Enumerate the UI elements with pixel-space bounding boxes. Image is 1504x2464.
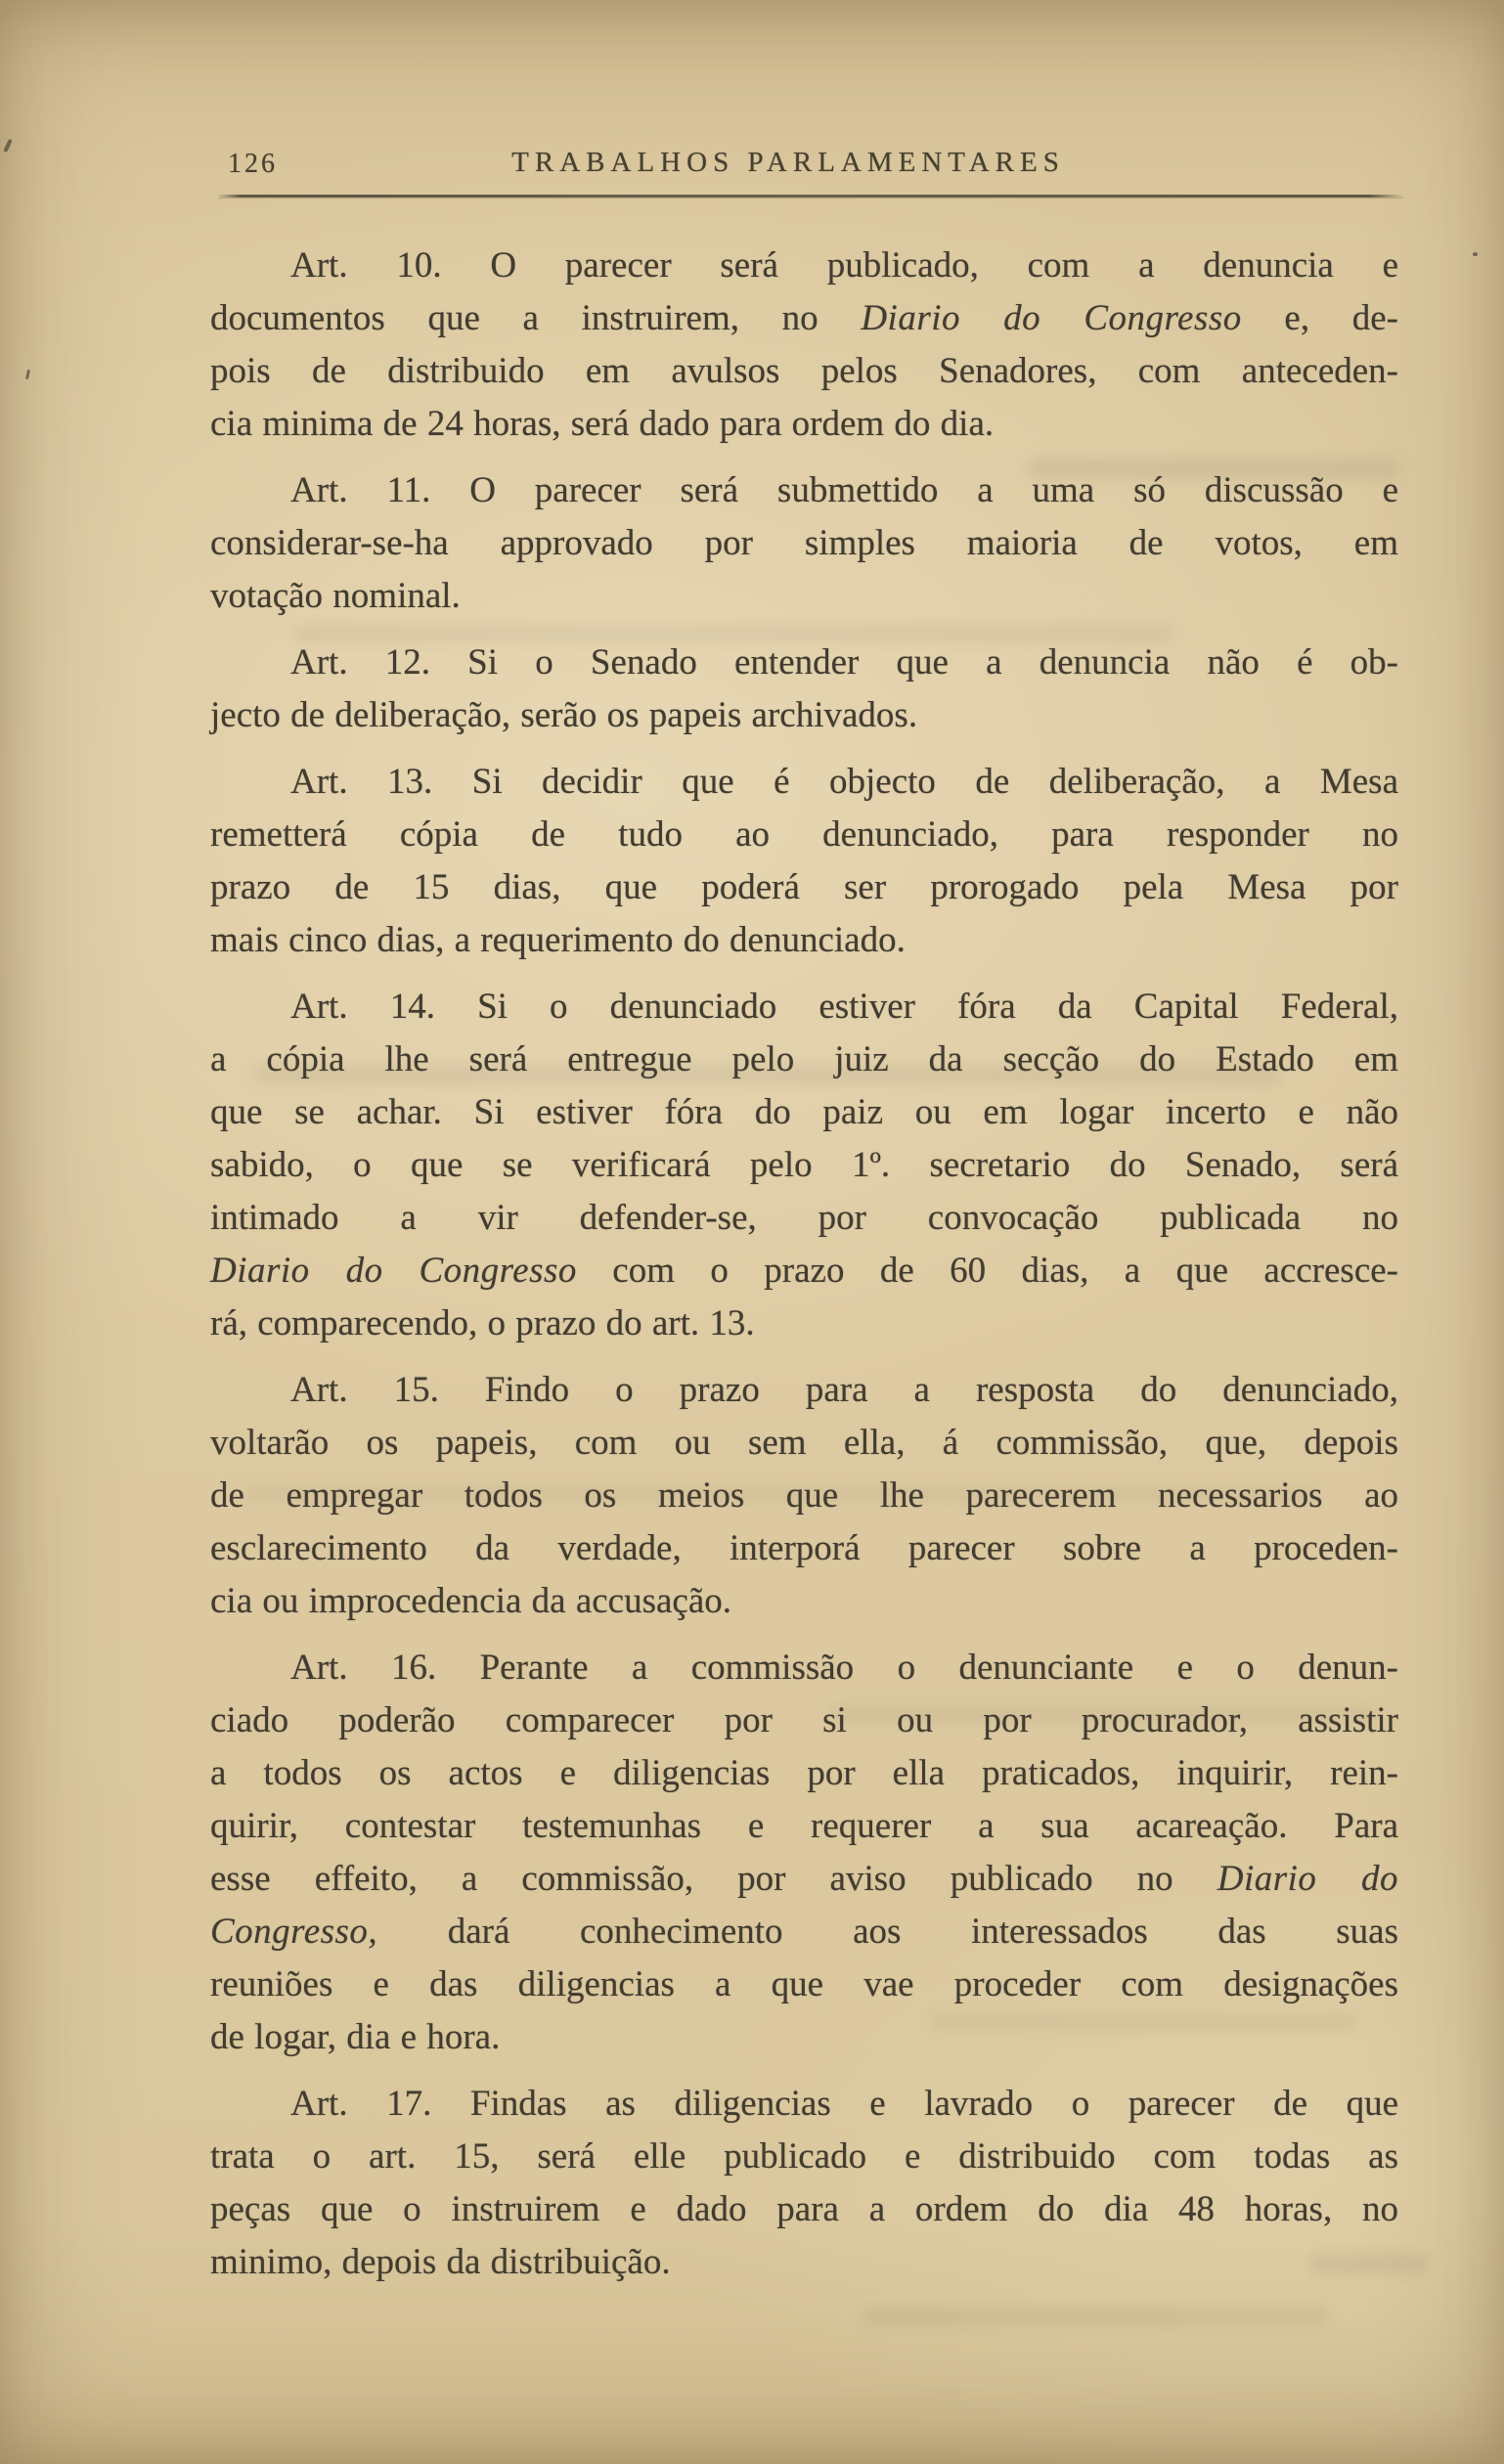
paragraph-art-14 — [210, 981, 1398, 1350]
text-line — [210, 756, 1398, 809]
paragraph-art-17 — [210, 2078, 1398, 2289]
text-line — [210, 1747, 1398, 1800]
text-segment: dará conhecimento aos interessados das suas — [377, 1912, 1398, 1952]
text-line — [210, 689, 1398, 742]
text-line — [210, 1245, 1398, 1298]
text-segment: com o prazo de 60 dias, a que accresce- — [576, 1251, 1398, 1291]
text-segment: a todos os actos e diligencias por ella praticados, inquirir, rein- — [210, 1753, 1398, 1793]
text-line — [210, 1853, 1398, 1906]
text-line — [210, 570, 1398, 623]
text-line — [210, 1298, 1398, 1350]
page-number: 126 — [228, 149, 278, 179]
text-line — [210, 809, 1398, 861]
scan-speck — [1473, 252, 1478, 256]
text-segment: peças que o instruirem e dado para a ordem do dia 48 horas, no — [210, 2189, 1398, 2229]
text-line — [210, 1694, 1398, 1747]
text-segment: sabido, o que se verificará pelo 1º. secretario do Senado, será — [210, 1145, 1398, 1185]
text-line — [210, 2236, 1398, 2289]
paragraph-art-10 — [210, 240, 1398, 451]
text-segment: mais cinco dias, a requerimento do denunciado. — [210, 920, 906, 960]
text-segment: voltarão os papeis, com ou sem ella, á commissão, que, depois — [210, 1423, 1398, 1463]
italic-text: Diario do — [1216, 1859, 1398, 1899]
text-line — [210, 1086, 1398, 1139]
paragraph-art-13 — [210, 756, 1398, 967]
text-line — [210, 637, 1398, 689]
text-segment: que se achar. Si estiver fóra do paiz ou em logar incerto e não — [210, 1092, 1398, 1132]
text-line — [210, 240, 1398, 292]
text-segment: esse effeito, a commissão, por aviso publicado no — [210, 1859, 1217, 1899]
text-segment: cia ou improcedencia da accusação. — [210, 1581, 732, 1621]
text-line — [210, 1417, 1398, 1470]
text-line — [210, 1642, 1398, 1694]
paragraph-art-15 — [210, 1364, 1398, 1628]
text-segment: Art. 13. Si decidir que é objecto de deliberação, a Mesa — [290, 762, 1398, 802]
scan-speck — [3, 139, 13, 153]
text-segment: a cópia lhe será entregue pelo juiz da secção do Estado em — [210, 1039, 1398, 1079]
text-line — [210, 2011, 1398, 2064]
text-segment: jecto de deliberação, serão os papeis archivados. — [210, 695, 918, 735]
document-body — [210, 240, 1398, 2289]
text-segment: Art. 12. Si o Senado entender que a denuncia não é ob- — [290, 642, 1398, 682]
italic-text: Diario do Congresso — [861, 298, 1242, 338]
text-segment: Art. 17. Findas as diligencias e lavrado o parecer de que — [290, 2084, 1398, 2124]
text-line — [210, 861, 1398, 914]
text-segment: minimo, depois da distribuição. — [210, 2242, 671, 2282]
text-segment: de logar, dia e hora. — [210, 2017, 501, 2057]
text-line — [210, 1522, 1398, 1575]
text-line — [210, 1139, 1398, 1192]
text-segment: trata o art. 15, será elle publicado e distribuido com todas as — [210, 2136, 1398, 2177]
running-title: TRABALHOS PARLAMENTARES — [511, 147, 1065, 178]
text-line — [210, 1470, 1398, 1522]
text-segment: quirir, contestar testemunhas e requerer a sua acareação. Para — [210, 1806, 1398, 1846]
text-line — [210, 981, 1398, 1034]
text-segment: votação nominal. — [210, 576, 461, 616]
italic-text: Congresso, — [210, 1912, 378, 1952]
text-segment: intimado a vir defender-se, por convocação publicada no — [210, 1198, 1398, 1238]
text-line — [210, 1575, 1398, 1628]
text-segment: Art. 16. Perante a commissão o denunciante e o denun- — [290, 1648, 1398, 1688]
text-segment: ciado poderão comparecer por si ou por procurador, assistir — [210, 1700, 1398, 1740]
text-segment: cia minima de 24 horas, será dado para ordem do dia. — [210, 404, 995, 444]
text-segment: prazo de 15 dias, que poderá ser prorogado pela Mesa por — [210, 867, 1398, 907]
scan-speck — [25, 370, 30, 379]
text-segment: Art. 14. Si o denunciado estiver fóra da Capital Federal, — [290, 987, 1398, 1027]
paragraph-art-12 — [210, 637, 1398, 742]
paragraph-art-11 — [210, 464, 1398, 623]
text-line — [210, 2131, 1398, 2183]
text-line — [210, 1800, 1398, 1853]
text-segment: pois de distribuido em avulsos pelos Senadores, com anteceden- — [210, 351, 1398, 391]
text-line — [210, 1364, 1398, 1417]
paragraph-art-16 — [210, 1642, 1398, 2064]
text-line — [210, 292, 1398, 345]
text-segment: rá, comparecendo, o prazo do art. 13. — [210, 1303, 755, 1343]
text-line — [210, 2183, 1398, 2236]
text-segment: esclarecimento da verdade, interporá parecer sobre a proceden- — [210, 1528, 1398, 1568]
text-segment: Art. 11. O parecer será submettido a uma só discussão e — [290, 470, 1398, 510]
text-line — [210, 914, 1398, 967]
italic-text: Diario do Congresso — [210, 1251, 577, 1291]
text-line — [210, 1192, 1398, 1245]
text-segment: Art. 15. Findo o prazo para a resposta do denunciado, — [290, 1370, 1398, 1410]
text-line — [210, 1906, 1398, 1958]
text-line — [210, 1958, 1398, 2011]
text-line — [210, 2078, 1398, 2131]
text-line — [210, 345, 1398, 398]
text-line — [210, 464, 1398, 517]
text-segment: remetterá cópia de tudo ao denunciado, para responder no — [210, 814, 1398, 855]
text-segment: Art. 10. O parecer será publicado, com a denuncia e — [290, 245, 1398, 286]
text-line — [210, 1034, 1398, 1086]
header-rule — [217, 195, 1404, 198]
text-segment: documentos que a instruirem, no — [210, 298, 862, 338]
bleed-smudge — [861, 2308, 1330, 2325]
text-line — [210, 517, 1398, 570]
text-segment: considerar-se-ha approvado por simples maioria de votos, em — [210, 523, 1398, 563]
text-segment: e, de- — [1241, 298, 1398, 338]
text-segment: reuniões e das diligencias a que vae proceder com designações — [210, 1964, 1398, 2004]
text-segment: de empregar todos os meios que lhe parecerem necessarios ao — [210, 1475, 1398, 1516]
text-line — [210, 398, 1398, 451]
